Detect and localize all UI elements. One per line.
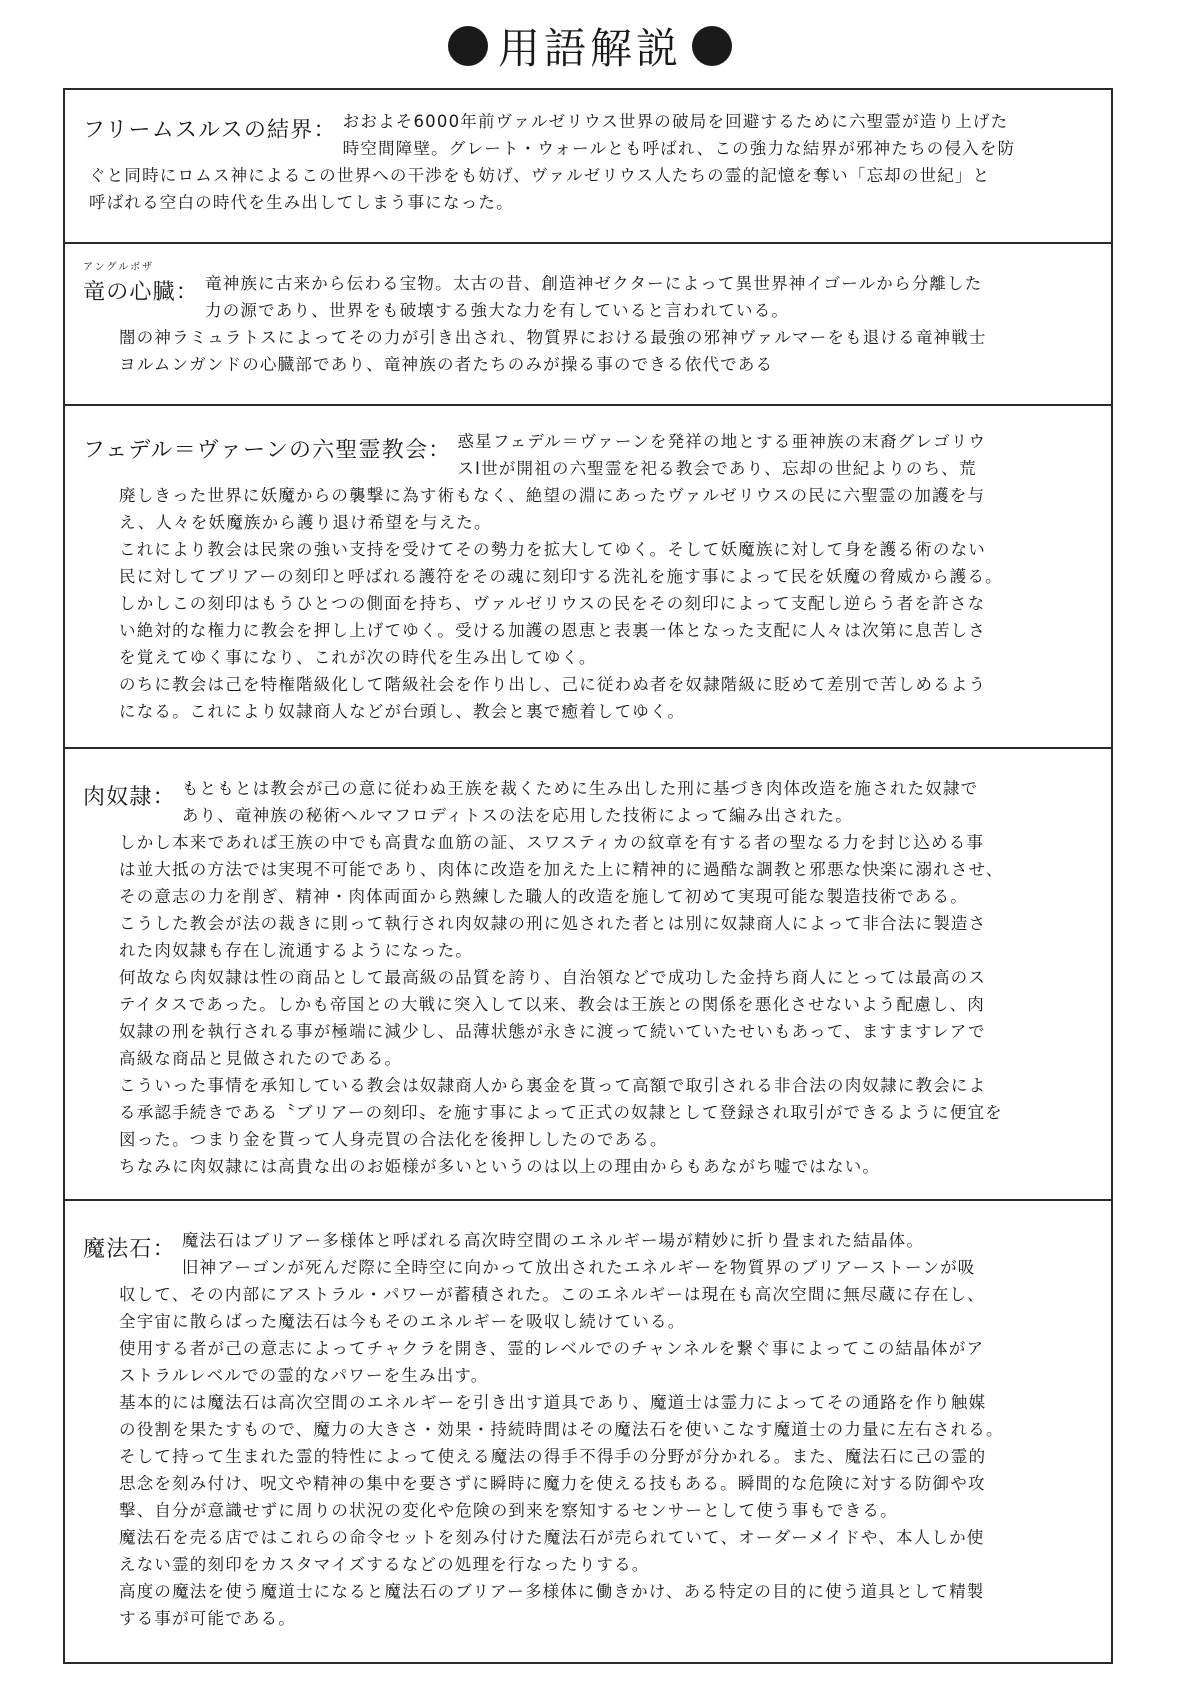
glossary-entry-dragon-heart <box>65 244 1111 406</box>
entry-lead <box>457 428 1083 482</box>
text-line: こうした教会が法の裁きに則って執行され肉奴隷の刑に処された者とは別に奴隷商人によって非合法に製造さ <box>119 914 987 933</box>
text-line: ストラルレベルでの霊的なパワーを生み出す。 <box>119 1366 489 1385</box>
entry-body <box>83 324 1083 378</box>
entry-term: フリームスルスの結界： <box>83 118 337 143</box>
text-line: 図った。つまり金を貰って人身売買の合法化を後押ししたのである。 <box>119 1130 668 1149</box>
glossary-box <box>63 88 1113 1664</box>
text-line: 惑星フェデル＝ヴァーンを発祥の地とする亜神族の末裔グレゴリウ <box>457 432 987 451</box>
entry-body <box>83 482 1083 725</box>
text-line: テイタスであった。しかも帝国との大戦に突入して以来、教会は王族との関係を悪化させないよう配慮し、肉 <box>119 995 985 1014</box>
text-line: 廃しきった世界に妖魔からの襲撃に為す術もなく、絶望の淵にあったヴァルゼリウスの民に六聖霊の加護を与 <box>119 486 986 505</box>
text-line: もともとは教会が己の意に従わぬ王族を裁くために生み出した刑に基づき肉体改造を施された奴隷で <box>181 779 979 798</box>
entry-term: 魔法石： <box>83 1237 176 1262</box>
glossary-entry-fremsulth-barrier <box>65 90 1111 244</box>
entry-lead <box>205 270 1083 324</box>
entry-body <box>83 1281 1083 1632</box>
text-line: れた肉奴隷も存在し流通するようになった。 <box>119 941 473 960</box>
text-line: 奴隷の刑を執行される事が極端に減少し、品薄状態が永きに渡って続いていたせいもあって、ますますレアで <box>119 1022 986 1041</box>
entry-term: 肉奴隷： <box>83 785 176 810</box>
text-line: 撃、自分が意識せずに周りの状況の変化や危険の到来を察知するセンサーとして使う事もできる。 <box>119 1501 898 1520</box>
text-line: おおよそ6000年前ヴァルゼリウス世界の破局を回避するために六聖霊が造り上げた <box>342 112 1009 131</box>
text-line: そして持って生まれた霊的特性によって使える魔法の得手不得手の分野が分かれる。また、魔法石に己の霊的 <box>119 1447 987 1466</box>
glossary-entry-six-spirits-church <box>65 406 1111 749</box>
text-line: 何故なら肉奴隷は性の商品として最高級の品質を誇り、自治領などで成功した金持ち商人にとっては最高のス <box>119 968 986 987</box>
text-line: になる。これにより奴隷商人などが台頭し、教会と裏で癒着してゆく。 <box>119 702 686 721</box>
text-line: 魔法石はブリアー多様体と呼ばれる高次時空間のエネルギー場が精妙に折り畳まれた結晶体。 <box>181 1231 925 1250</box>
text-line: 旧神アーゴンが死んだ際に全時空に向かって放出されたエネルギーを物質界のブリアーストーンが吸 <box>181 1258 976 1277</box>
entry-body <box>83 829 1083 1180</box>
text-line: を覚えてゆく事になり、これが次の時代を生み出してゆく。 <box>119 648 597 667</box>
text-line: る承認手続きである〝ブリアーの刻印〟を施す事によって正式の奴隷として登録され取引ができるように便宜を <box>119 1103 1003 1122</box>
entry-lead <box>182 1227 1083 1281</box>
entry-term-wrap <box>83 262 200 308</box>
text-line: は並大抵の方法では実現不可能であり、肉体に改造を加えた上に精神的に過酷な調教と邪悪な快楽に溺れさせ、 <box>119 860 1004 879</box>
text-line: 時空間障壁。グレート・ウォールとも呼ばれ、この強力な結界が邪神たちの侵入を防 <box>342 139 1016 158</box>
text-line: 竜神族に古来から伝わる宝物。太古の昔、創造神ゼクターによって異世界神イゴールから分離した <box>205 274 983 293</box>
text-line: えない霊的刻印をカスタマイズするなどの処理を行なったりする。 <box>119 1555 650 1574</box>
text-line: しかしこの刻印はもうひとつの側面を持ち、ヴァルゼリウスの民をその刻印によって支配し逆らう者を許さな <box>119 594 986 613</box>
text-line: ちなみに肉奴隷には高貴な出のお姫様が多いというのは以上の理由からもあながち嘘ではない。 <box>119 1157 881 1176</box>
text-line: こういった事情を承知している教会は奴隷商人から裏金を貰って高額で取引される非合法の肉奴隷に教会によ <box>119 1076 987 1095</box>
entry-term: 竜の心臓： <box>83 280 200 305</box>
text-line: 収して、その内部にアストラル・パワーが蓄積された。このエネルギーは現在も高次空間に無尽蔵に存在し、 <box>119 1285 985 1304</box>
bullet-right-icon <box>692 26 732 66</box>
page-title-text: 用語解説 <box>497 24 682 73</box>
text-line: の役割を果たすもので、魔力の大きさ・効果・持続時間はその魔法石を使いこなす魔道士の力量に左右される。 <box>119 1420 1004 1439</box>
glossary-entry-flesh-slave <box>65 749 1111 1201</box>
text-line: 民に対してブリアーの刻印と呼ばれる護符をその魂に刻印する洗礼を施す事によって民を妖魔の脅威から護る。 <box>119 567 1003 586</box>
glossary-entry-magic-stone <box>65 1201 1111 1662</box>
entry-body <box>83 162 1083 216</box>
text-line: ぐと同時にロムス神によるこの世界への干渉をも妨げ、ヴァルゼリウス人たちの霊的記憶を奪い「忘却の世紀」と <box>89 166 991 185</box>
text-line: しかし本来であれば王族の中でも高貴な血筋の証、スワスティカの紋章を有する者の聖なる力を封じ込める事 <box>119 833 985 852</box>
text-line: 呼ばれる空白の時代を生み出してしまう事になった。 <box>89 193 514 212</box>
text-line: 使用する者が己の意志によってチャクラを開き、霊的レベルでのチャンネルを繋ぐ事によってこの結晶体がア <box>119 1339 985 1358</box>
text-line: い絶対的な権力に教会を押し上げてゆく。受ける加護の恩恵と表裏一体となった支配に人々は次第に息苦しさ <box>119 621 986 640</box>
entry-ruby: アングルボザ <box>83 262 155 273</box>
text-line: え、人々を妖魔族から護り退け希望を与えた。 <box>119 513 492 532</box>
page-title <box>0 16 1180 76</box>
entry-lead <box>182 775 1083 829</box>
text-line: 基本的には魔法石は高次空間のエネルギーを引き出す道具であり、魔道士は霊力によってその通路を作り触媒 <box>119 1393 987 1412</box>
text-line: その意志の力を削ぎ、精神・肉体両面から熟練した職人的改造を施して初めて実現可能な製造技術である。 <box>119 887 968 906</box>
text-line: 高度の魔法を使う魔道士になると魔法石のブリアー多様体に働きかけ、ある特定の目的に使う道具として精製 <box>119 1582 985 1601</box>
text-line: 高級な商品と見做されたのである。 <box>119 1049 403 1068</box>
text-line: 力の源であり、世界をも破壊する強大な力を有していると言われている。 <box>205 301 790 320</box>
bullet-left-icon <box>448 26 488 66</box>
entry-lead <box>343 108 1083 162</box>
text-line: 魔法石を売る店ではこれらの命令セットを刻み付けた魔法石が売られていて、オーダーメイドや、本人しか使 <box>119 1528 985 1547</box>
text-line: これにより教会は民衆の強い支持を受けてその勢力を拡大してゆく。そして妖魔族に対して身を護る術のない <box>119 540 986 559</box>
entry-term: フェデル＝ヴァーンの六聖霊教会： <box>83 438 452 463</box>
text-line: スⅠ世が開祖の六聖霊を祀る教会であり、忘却の世紀よりのち、荒 <box>457 459 977 478</box>
text-line: 全宇宙に散らばった魔法石は今もそのエネルギーを吸収し続けている。 <box>119 1312 686 1331</box>
text-line: 思念を刻み付け、呪文や精神の集中を要さずに瞬時に魔力を使える技もある。瞬間的な危険に対する防御や攻 <box>119 1474 986 1493</box>
text-line: のちに教会は己を特権階級化して階級社会を作り出し、己に従わぬ者を奴隷階級に貶めて差別で苦しめるよう <box>119 675 987 694</box>
text-line: あり、竜神族の秘術ヘルマフロディトスの法を応用した技術によって編み出された。 <box>181 806 853 825</box>
text-line: 闇の神ラミュラトスによってその力が引き出され、物質界における最強の邪神ヴァルマーをも退ける竜神戦士 <box>119 328 987 347</box>
text-line: する事が可能である。 <box>119 1609 296 1628</box>
text-line: ヨルムンガンドの心臓部であり、竜神族の者たちのみが操る事のできる依代である <box>119 355 774 374</box>
